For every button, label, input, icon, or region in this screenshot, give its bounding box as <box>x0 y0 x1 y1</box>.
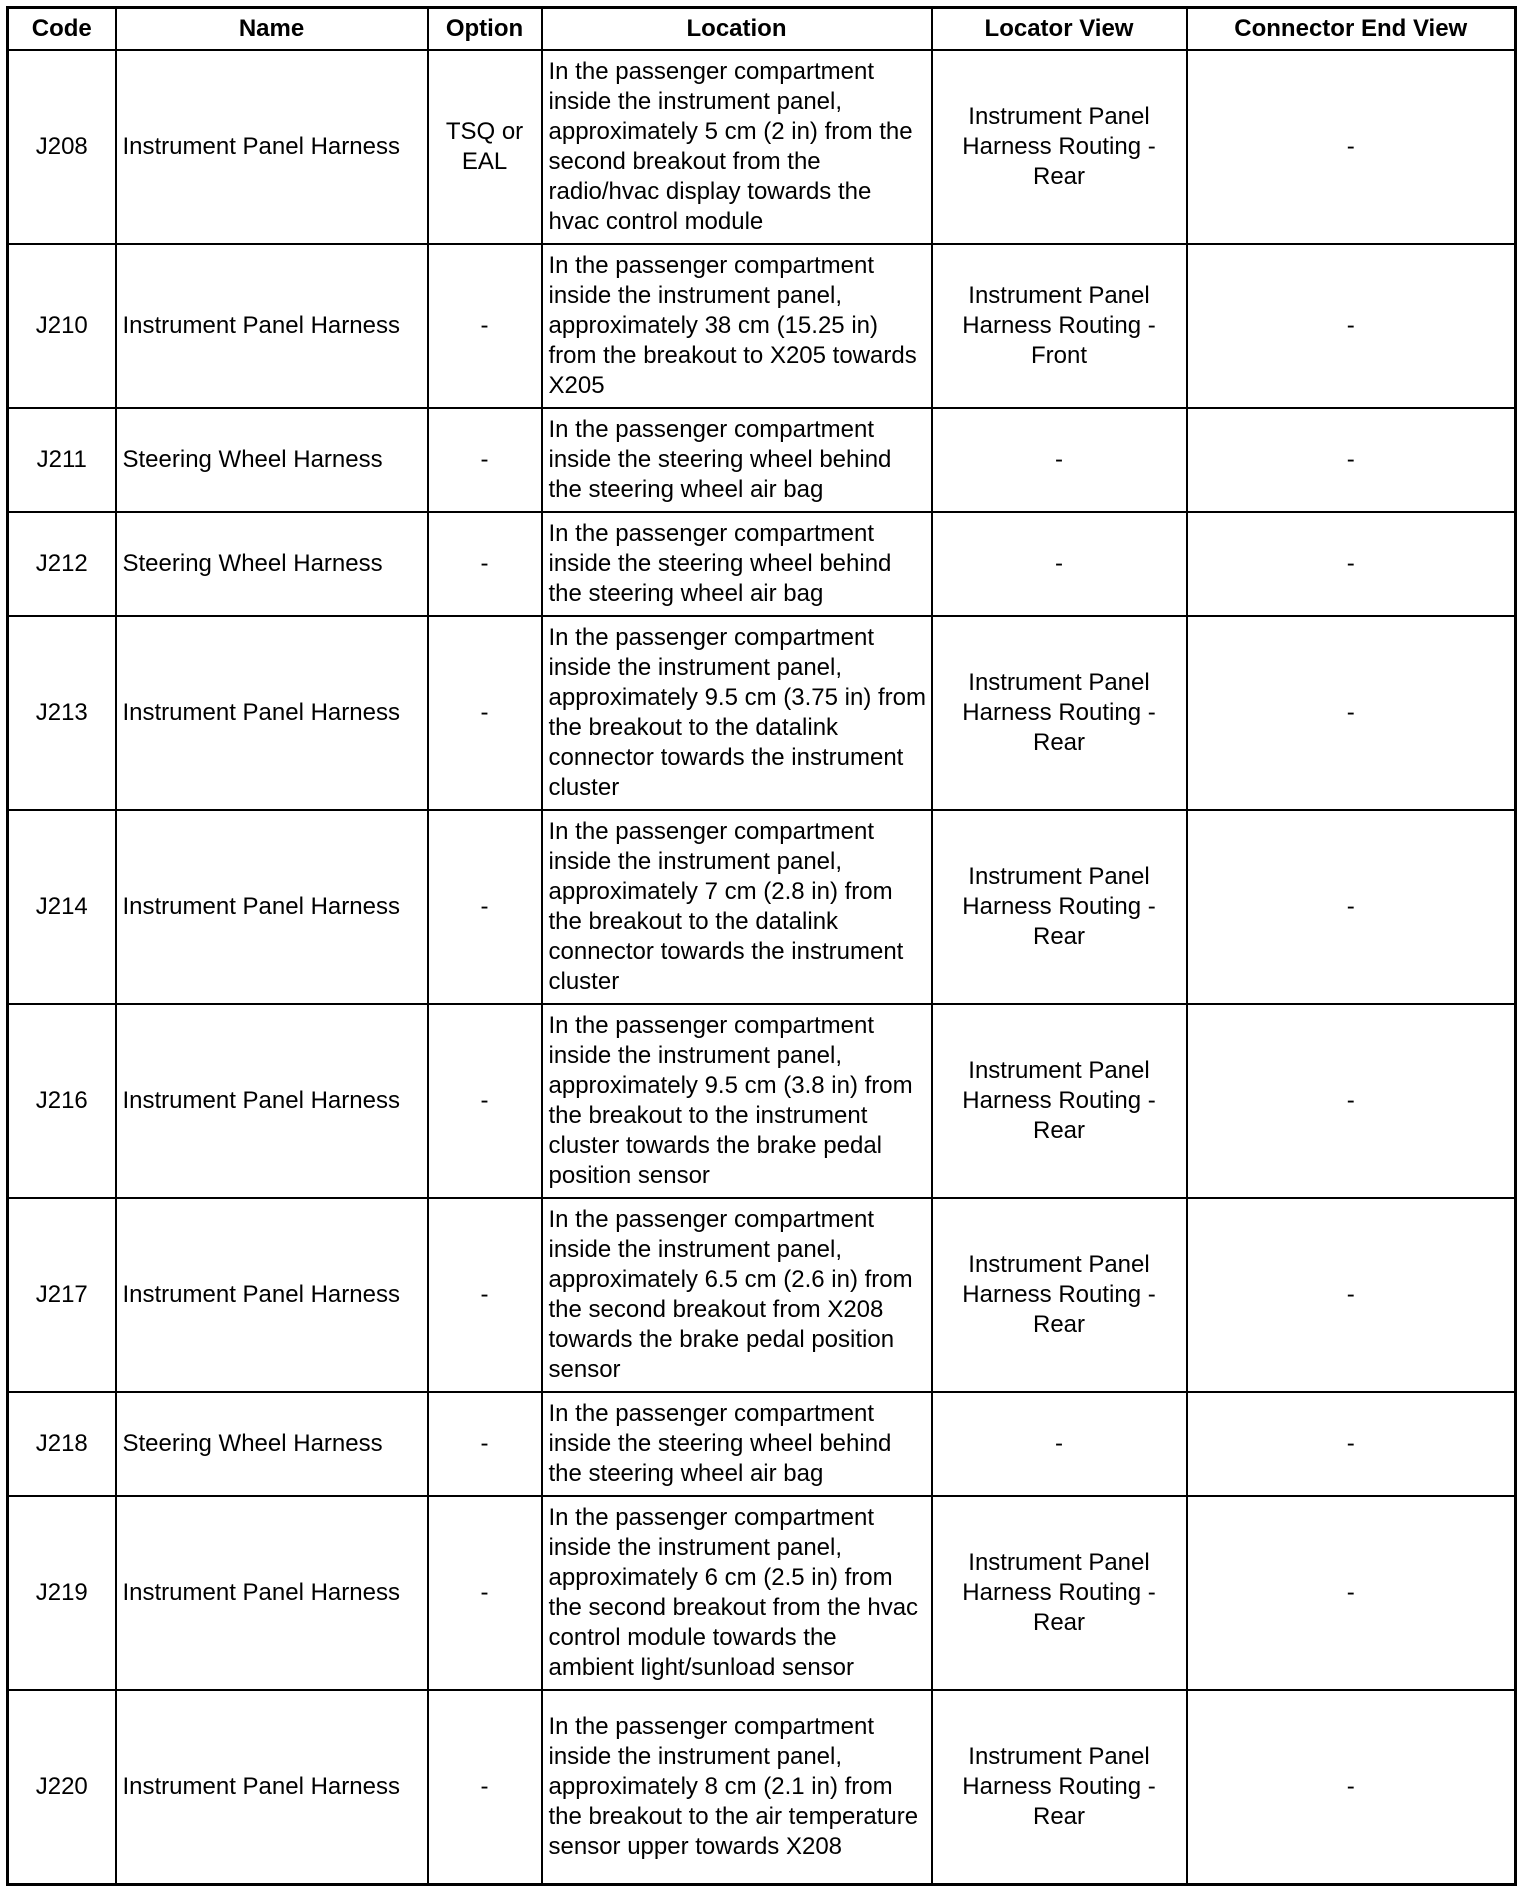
cell-code: J218 <box>8 1392 116 1496</box>
table-row <box>8 50 1516 244</box>
table-row <box>8 810 1516 1004</box>
cell-locator-view: Instrument Panel Harness Routing - Rear <box>932 810 1187 1004</box>
cell-locator-view: Instrument Panel Harness Routing - Rear <box>932 616 1187 810</box>
table-row <box>8 1496 1516 1690</box>
cell-connector-end-view: - <box>1187 244 1516 408</box>
cell-connector-end-view: - <box>1187 512 1516 616</box>
table-row <box>8 408 1516 512</box>
cell-connector-end-view: - <box>1187 1496 1516 1690</box>
cell-location: In the passenger compartment inside the instrument panel, approximately 8 cm (2.1 in) from the breakout to the air temperature sensor upper towards X208 <box>542 1690 932 1884</box>
cell-option: - <box>428 512 542 616</box>
header-connector-end-view: Connector End View <box>1187 8 1516 51</box>
cell-option: - <box>428 1004 542 1198</box>
cell-code: J213 <box>8 616 116 810</box>
cell-connector-end-view: - <box>1187 1392 1516 1496</box>
cell-location: In the passenger compartment inside the instrument panel, approximately 6.5 cm (2.6 in) from the second breakout from X208 towards the brake pedal position sensor <box>542 1198 932 1392</box>
cell-locator-view: Instrument Panel Harness Routing - Rear <box>932 50 1187 244</box>
table-row <box>8 1198 1516 1392</box>
header-name: Name <box>116 8 428 51</box>
cell-code: J214 <box>8 810 116 1004</box>
cell-code: J208 <box>8 50 116 244</box>
cell-connector-end-view: - <box>1187 1198 1516 1392</box>
cell-locator-view: Instrument Panel Harness Routing - Rear <box>932 1496 1187 1690</box>
cell-locator-view: - <box>932 512 1187 616</box>
header-option: Option <box>428 8 542 51</box>
cell-code: J217 <box>8 1198 116 1392</box>
cell-name: Instrument Panel Harness <box>116 810 428 1004</box>
cell-option: - <box>428 408 542 512</box>
cell-location: In the passenger compartment inside the steering wheel behind the steering wheel air bag <box>542 408 932 512</box>
cell-locator-view: Instrument Panel Harness Routing - Rear <box>932 1004 1187 1198</box>
cell-connector-end-view: - <box>1187 50 1516 244</box>
cell-name: Steering Wheel Harness <box>116 1392 428 1496</box>
connector-table-document <box>6 6 1514 1886</box>
cell-code: J219 <box>8 1496 116 1690</box>
table-row <box>8 512 1516 616</box>
cell-option: - <box>428 1496 542 1690</box>
cell-location: In the passenger compartment inside the instrument panel, approximately 9.5 cm (3.75 in) from the breakout to the datalink connector towards the instrument cluster <box>542 616 932 810</box>
cell-locator-view: - <box>932 1392 1187 1496</box>
header-row <box>8 8 1516 51</box>
cell-connector-end-view: - <box>1187 1690 1516 1884</box>
table-row <box>8 1690 1516 1884</box>
table-row <box>8 1392 1516 1496</box>
cell-name: Instrument Panel Harness <box>116 1004 428 1198</box>
cell-name: Instrument Panel Harness <box>116 50 428 244</box>
cell-option: - <box>428 244 542 408</box>
table-row <box>8 244 1516 408</box>
cell-code: J220 <box>8 1690 116 1884</box>
cell-location: In the passenger compartment inside the instrument panel, approximately 5 cm (2 in) from the second breakout from the radio/hvac display towards the hvac control module <box>542 50 932 244</box>
cell-code: J211 <box>8 408 116 512</box>
cell-location: In the passenger compartment inside the steering wheel behind the steering wheel air bag <box>542 512 932 616</box>
cell-name: Instrument Panel Harness <box>116 244 428 408</box>
cell-locator-view: - <box>932 408 1187 512</box>
cell-name: Steering Wheel Harness <box>116 408 428 512</box>
header-locator-view: Locator View <box>932 8 1187 51</box>
cell-option: - <box>428 1392 542 1496</box>
cell-code: J210 <box>8 244 116 408</box>
cell-location: In the passenger compartment inside the instrument panel, approximately 6 cm (2.5 in) from the second breakout from the hvac control module towards the ambient light/sunload sensor <box>542 1496 932 1690</box>
cell-locator-view: Instrument Panel Harness Routing - Rear <box>932 1690 1187 1884</box>
cell-option: - <box>428 1198 542 1392</box>
cell-option: - <box>428 616 542 810</box>
cell-location: In the passenger compartment inside the steering wheel behind the steering wheel air bag <box>542 1392 932 1496</box>
cell-name: Steering Wheel Harness <box>116 512 428 616</box>
cell-code: J212 <box>8 512 116 616</box>
cell-name: Instrument Panel Harness <box>116 1496 428 1690</box>
table-row <box>8 1004 1516 1198</box>
cell-option: - <box>428 1690 542 1884</box>
cell-locator-view: Instrument Panel Harness Routing - Front <box>932 244 1187 408</box>
cell-connector-end-view: - <box>1187 408 1516 512</box>
cell-location: In the passenger compartment inside the instrument panel, approximately 7 cm (2.8 in) from the breakout to the datalink connector towards the instrument cluster <box>542 810 932 1004</box>
cell-name: Instrument Panel Harness <box>116 1690 428 1884</box>
header-code: Code <box>8 8 116 51</box>
cell-location: In the passenger compartment inside the instrument panel, approximately 38 cm (15.25 in) from the breakout to X205 towards X205 <box>542 244 932 408</box>
cell-option: TSQ or EAL <box>428 50 542 244</box>
header-location: Location <box>542 8 932 51</box>
cell-code: J216 <box>8 1004 116 1198</box>
cell-connector-end-view: - <box>1187 1004 1516 1198</box>
cell-name: Instrument Panel Harness <box>116 1198 428 1392</box>
table-row <box>8 616 1516 810</box>
cell-connector-end-view: - <box>1187 616 1516 810</box>
cell-location: In the passenger compartment inside the instrument panel, approximately 9.5 cm (3.8 in) from the breakout to the instrument cluster towards the brake pedal position sensor <box>542 1004 932 1198</box>
cell-name: Instrument Panel Harness <box>116 616 428 810</box>
cell-connector-end-view: - <box>1187 810 1516 1004</box>
cell-locator-view: Instrument Panel Harness Routing - Rear <box>932 1198 1187 1392</box>
connector-table <box>6 6 1517 1886</box>
cell-option: - <box>428 810 542 1004</box>
